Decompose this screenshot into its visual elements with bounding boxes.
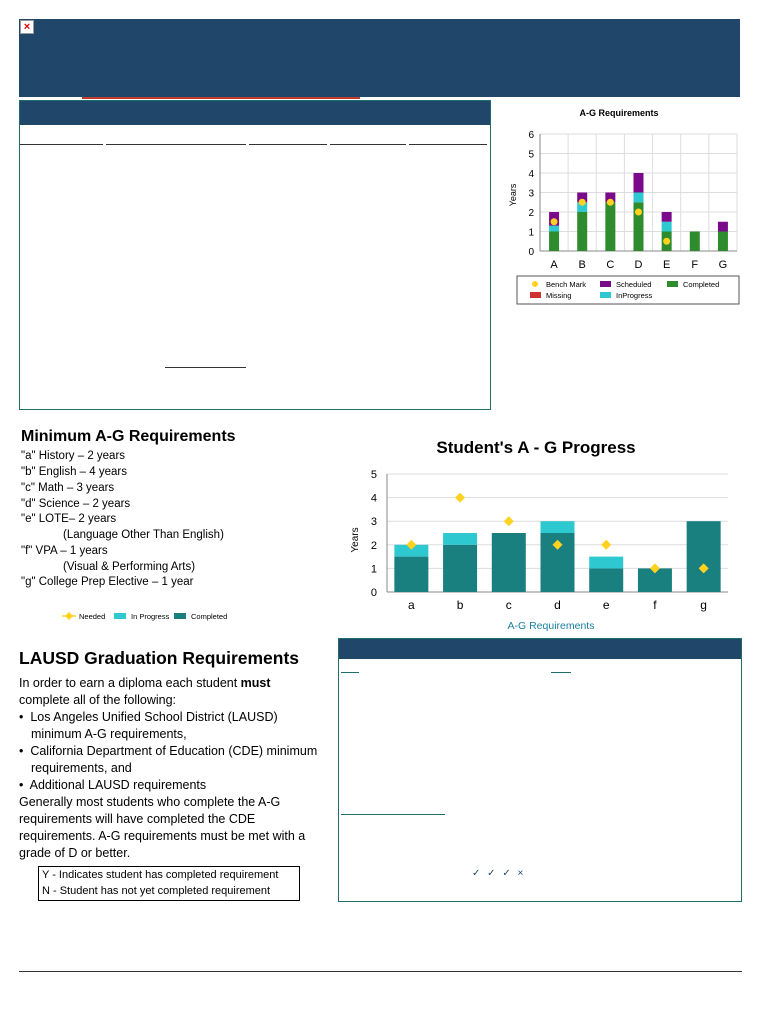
header-banner (19, 19, 740, 97)
progress-chart (340, 430, 740, 635)
footer-rule (19, 971, 742, 972)
graduation-title: LAUSD Graduation Requirements (19, 648, 300, 668)
bar-in-progress (541, 521, 575, 533)
bar-completed (394, 557, 428, 592)
column-rule (409, 144, 487, 145)
legend-y: Y - Indicates student has completed requirement (42, 869, 279, 881)
needed-marker (455, 493, 465, 503)
x-tick-label: e (602, 598, 610, 612)
progress-chart-title: Student's A - G Progress (436, 438, 636, 457)
small-chart-ylabel: Years (508, 183, 518, 207)
legend-label: Needed (79, 612, 106, 621)
graduation-intro: In order to earn a diploma each student must complete all of the following: (19, 676, 271, 707)
legend-label: Completed (683, 280, 720, 289)
x-tick-label: F (691, 259, 699, 271)
legend-label: In Progress (131, 612, 170, 621)
legend-label: Missing (546, 291, 572, 300)
x-tick-label: a (408, 598, 415, 612)
requirement-line: "g" College Prep Elective – 1 year (21, 576, 194, 588)
bar-completed (549, 232, 559, 252)
progress-chart-xlabel: A-G Requirements (507, 620, 595, 632)
status-check-marks: ✓ ✓ ✓ × (472, 868, 526, 879)
benchmark-point (635, 209, 642, 216)
course-table-header (20, 101, 490, 125)
minimum-requirements-title: Minimum A-G Requirements (21, 428, 236, 445)
bar-scheduled (634, 173, 644, 193)
requirement-line: "e" LOTE– 2 years (21, 513, 117, 525)
requirement-note: (Language Other Than English) (63, 529, 224, 541)
bar-completed (443, 545, 477, 592)
banner-accent-line (82, 97, 360, 99)
graduation-body (19, 675, 324, 862)
benchmark-point (663, 238, 670, 245)
legend-swatch (65, 612, 73, 620)
y-tick-label: 2 (370, 539, 377, 552)
y-tick-label: 4 (370, 492, 377, 505)
x-tick-label: G (718, 259, 728, 271)
bar-completed (718, 232, 728, 252)
needed-marker (601, 540, 611, 550)
bar-completed (492, 533, 526, 592)
column-rule (551, 672, 571, 673)
requirements-status-header (339, 639, 741, 659)
requirement-line: "f" VPA – 1 years (21, 545, 108, 557)
y-tick-label: 0 (370, 587, 377, 599)
legend-n: N - Student has not yet completed requirement (42, 885, 271, 897)
y-tick-label: 2 (528, 208, 534, 219)
course-table-panel (19, 100, 491, 410)
x-tick-label: d (554, 598, 561, 612)
bar-completed (605, 202, 615, 251)
requirement-note: (Visual & Performing Arts) (63, 561, 196, 573)
bar-completed (690, 232, 700, 252)
x-tick-label: B (578, 259, 586, 271)
graduation-closing: Generally most students who complete the A-G requirements will have completed the CDE requirements. A-G requirements must be met with a grade of D or better. (19, 795, 306, 860)
legend-swatch (600, 281, 611, 287)
bar-completed (687, 521, 721, 592)
benchmark-point (607, 199, 614, 206)
y-tick-label: 4 (528, 169, 534, 180)
graduation-bullet: • California Department of Education (CDE) minimum requirements, and (19, 744, 318, 775)
column-rule (341, 672, 359, 673)
legend-swatch (530, 292, 541, 298)
needed-marker (504, 516, 514, 526)
section-rule (341, 814, 445, 815)
bar-completed (589, 568, 623, 592)
legend-swatch (114, 613, 126, 619)
y-tick-label: 5 (370, 469, 377, 481)
legend-swatch (174, 613, 186, 619)
bar-inprogress (662, 222, 672, 232)
x-tick-label: f (653, 598, 657, 612)
yn-legend-box (38, 866, 300, 901)
legend-label: Bench Mark (546, 280, 587, 289)
requirement-line: "b" English – 4 years (21, 466, 127, 478)
small-ag-chart (500, 100, 745, 310)
y-tick-label: 3 (528, 188, 534, 200)
column-rule (20, 144, 103, 145)
legend-swatch (667, 281, 678, 287)
x-tick-label: E (662, 259, 671, 271)
requirement-line: "d" Science – 2 years (21, 498, 131, 510)
x-tick-label: C (606, 259, 615, 271)
requirement-line: "c" Math – 3 years (21, 482, 115, 494)
requirement-line: "a" History – 2 years (21, 450, 126, 462)
column-rule (106, 144, 246, 145)
graduation-bullet: • Additional LAUSD requirements (19, 778, 207, 792)
x-tick-label: c (505, 598, 512, 612)
broken-image-icon: × (20, 20, 34, 34)
bar-inprogress (549, 226, 559, 232)
bar-scheduled (718, 222, 728, 232)
y-tick-label: 0 (528, 247, 534, 258)
y-tick-label: 1 (370, 563, 377, 576)
progress-chart-ylabel: Years (350, 527, 361, 553)
requirements-status-panel (338, 638, 742, 902)
legend-label: Scheduled (616, 280, 652, 289)
y-tick-label: 5 (528, 149, 534, 161)
y-tick-label: 3 (370, 516, 377, 529)
bar-scheduled (662, 212, 672, 222)
x-tick-label: D (634, 259, 643, 271)
y-tick-label: 1 (528, 227, 534, 239)
graduation-bullet: • Los Angeles Unified School District (LAUSD) minimum A-G requirements, (19, 710, 278, 741)
legend-swatch (600, 292, 611, 298)
bar-completed (577, 212, 587, 251)
small-chart-title: A-G Requirements (579, 108, 659, 118)
total-rule (165, 367, 246, 368)
y-tick-label: 6 (528, 130, 534, 141)
column-rule (249, 144, 327, 145)
legend-label: Completed (191, 612, 228, 621)
legend-label: InProgress (616, 291, 653, 300)
bar-in-progress (589, 557, 623, 569)
legend-swatch (532, 281, 538, 287)
x-tick-label: A (550, 259, 558, 271)
benchmark-point (551, 218, 558, 225)
bar-in-progress (443, 533, 477, 545)
column-rule (330, 144, 406, 145)
bar-inprogress (634, 193, 644, 203)
progress-chart-legend (60, 608, 250, 624)
x-tick-label: b (456, 598, 464, 612)
benchmark-point (579, 199, 586, 206)
x-tick-label: g (700, 598, 707, 612)
